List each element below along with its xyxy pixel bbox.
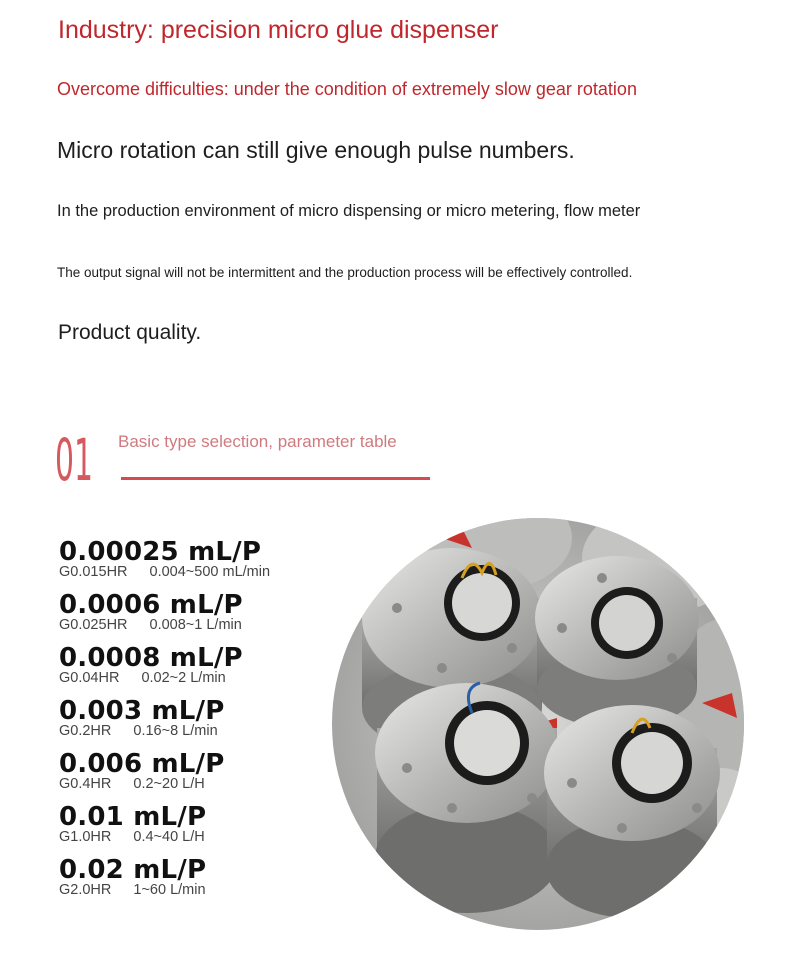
spec-resolution: 0.0006 mL/P [59, 590, 243, 620]
spec-resolution: 0.006 mL/P [59, 749, 225, 779]
spec-flow-range: 0.02~2 L/min [141, 670, 226, 686]
spec-item [59, 538, 270, 580]
spec-flow-range: 0.4~40 L/H [133, 829, 205, 845]
spec-detail [59, 776, 225, 792]
spec-flow-range: 0.004~500 mL/min [149, 564, 271, 580]
spec-item [59, 697, 225, 739]
spec-item [59, 803, 206, 845]
spec-item [59, 750, 225, 792]
spec-model: G0.2HR [59, 723, 112, 739]
spec-flow-range: 0.2~20 L/H [133, 776, 205, 792]
section-number-text: 01 [55, 426, 93, 494]
spec-item [59, 591, 243, 633]
spec-model: G0.04HR [59, 670, 120, 686]
spec-item [59, 644, 243, 686]
spec-resolution: 0.0008 mL/P [59, 643, 243, 673]
spec-detail [59, 723, 225, 739]
spec-detail [59, 882, 206, 898]
intro-line-3: The output signal will not be intermittent and the production process will be effectively controlled. [57, 265, 633, 280]
spec-flow-range: 0.16~8 L/min [133, 723, 218, 739]
spec-flow-range: 1~60 L/min [133, 882, 206, 898]
spec-resolution: 0.02 mL/P [59, 855, 207, 885]
spec-item [59, 856, 206, 898]
intro-line-1: Micro rotation can still give enough pulse numbers. [57, 137, 575, 163]
section-number [55, 426, 95, 494]
flowmeter-photo [332, 518, 744, 930]
spec-model: G1.0HR [59, 829, 112, 845]
spec-resolution: 0.003 mL/P [59, 696, 225, 726]
spec-detail [59, 564, 270, 580]
spec-detail [59, 617, 243, 633]
spec-resolution: 0.00025 mL/P [59, 537, 262, 567]
spec-model: G0.4HR [59, 776, 112, 792]
spec-model: G0.025HR [59, 617, 128, 633]
intro-line-4: Product quality. [58, 321, 202, 344]
spec-detail [59, 829, 206, 845]
page-heading: Industry: precision micro glue dispenser [58, 16, 499, 44]
spec-resolution: 0.01 mL/P [59, 802, 207, 832]
intro-line-2: In the production environment of micro dispensing or micro metering, flow meter [57, 202, 641, 220]
spec-flow-range: 0.008~1 L/min [149, 617, 242, 633]
section-title: Basic type selection, parameter table [118, 432, 397, 451]
difficulty-statement: Overcome difficulties: under the condition of extremely slow gear rotation [57, 79, 637, 99]
spec-model: G2.0HR [59, 882, 112, 898]
section-divider [121, 477, 430, 480]
spec-model: G0.015HR [59, 564, 128, 580]
spec-detail [59, 670, 243, 686]
